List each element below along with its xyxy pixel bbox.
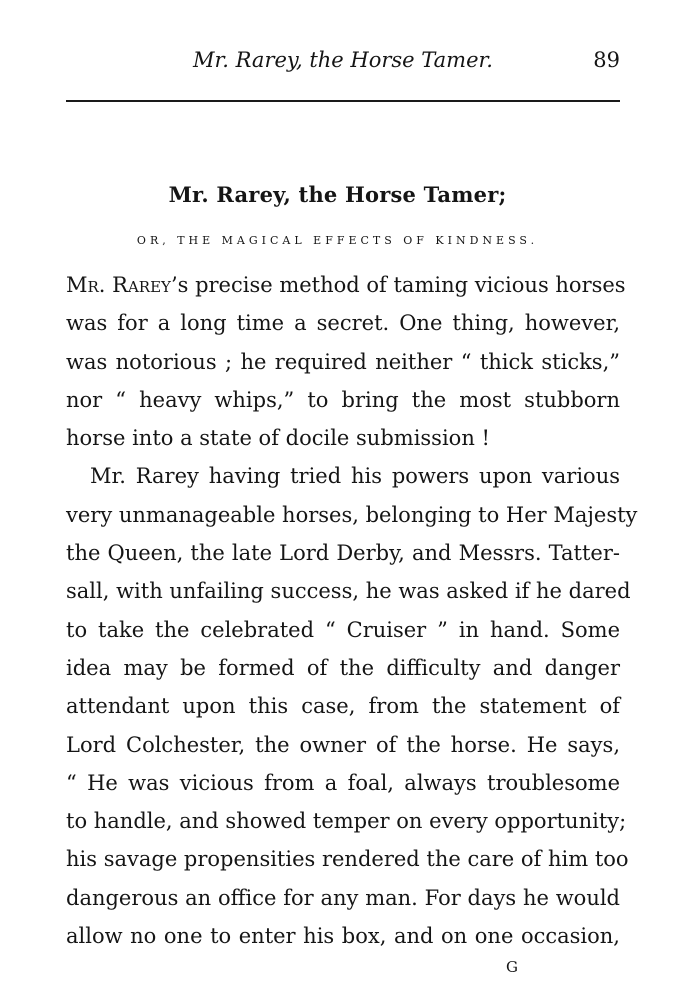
text-line-1	[66, 266, 626, 304]
text-line-7: very unmanageable horses, belonging to Her Majesty	[66, 502, 638, 527]
text-line-8: the Queen, the late Lord Derby, and Messrs. Tatter-	[66, 541, 620, 566]
text-line-14: “ He was vicious from a foal, always troublesome	[66, 770, 620, 795]
text-line-17: dangerous an office for any man. For days he would	[66, 885, 620, 910]
article-body	[66, 266, 638, 955]
text-line-11: idea may be formed of the difficulty and danger	[66, 655, 620, 680]
text-line-6: Mr. Rarey having tried his powers upon various	[90, 464, 620, 489]
text-line-15: to handle, and showed temper on every opportunity;	[66, 809, 627, 834]
text-line-10: to take the celebrated “ Cruiser ” in hand. Some	[66, 617, 620, 642]
text-line-12: attendant upon this case, from the statement of	[66, 694, 620, 719]
text-line-18: allow no one to enter his box, and on one occasion,	[66, 924, 620, 949]
text-line-4: nor “ heavy whips,” to bring the most stubborn	[66, 387, 620, 412]
text-line-3: was notorious ; he required neither “ thick sticks,”	[66, 349, 620, 374]
running-head	[66, 44, 620, 76]
header-rule	[66, 100, 620, 102]
text-line-2: was for a long time a secret. One thing, however,	[66, 311, 620, 336]
article-title: Mr. Rarey, the Horse Tamer;	[168, 182, 507, 207]
running-title: Mr. Rarey, the Horse Tamer.	[193, 48, 493, 72]
text-line-5: horse into a state of docile submission !	[66, 426, 490, 451]
text-line-1-rest: ’s precise method of taming vicious horses	[170, 273, 626, 297]
signature-mark: G	[506, 958, 518, 976]
text-line-16: his savage propensities rendered the care of him too	[66, 847, 629, 872]
opening-name: Mr. Rarey	[66, 273, 171, 297]
text-line-13: Lord Colchester, the owner of the horse. He says,	[66, 732, 620, 757]
text-line-9: sall, with unfailing success, he was asked if he dared	[66, 579, 631, 604]
page-number: 89	[593, 48, 620, 72]
article-subtitle: OR, THE MAGICAL EFFECTS OF KINDNESS.	[136, 234, 539, 247]
